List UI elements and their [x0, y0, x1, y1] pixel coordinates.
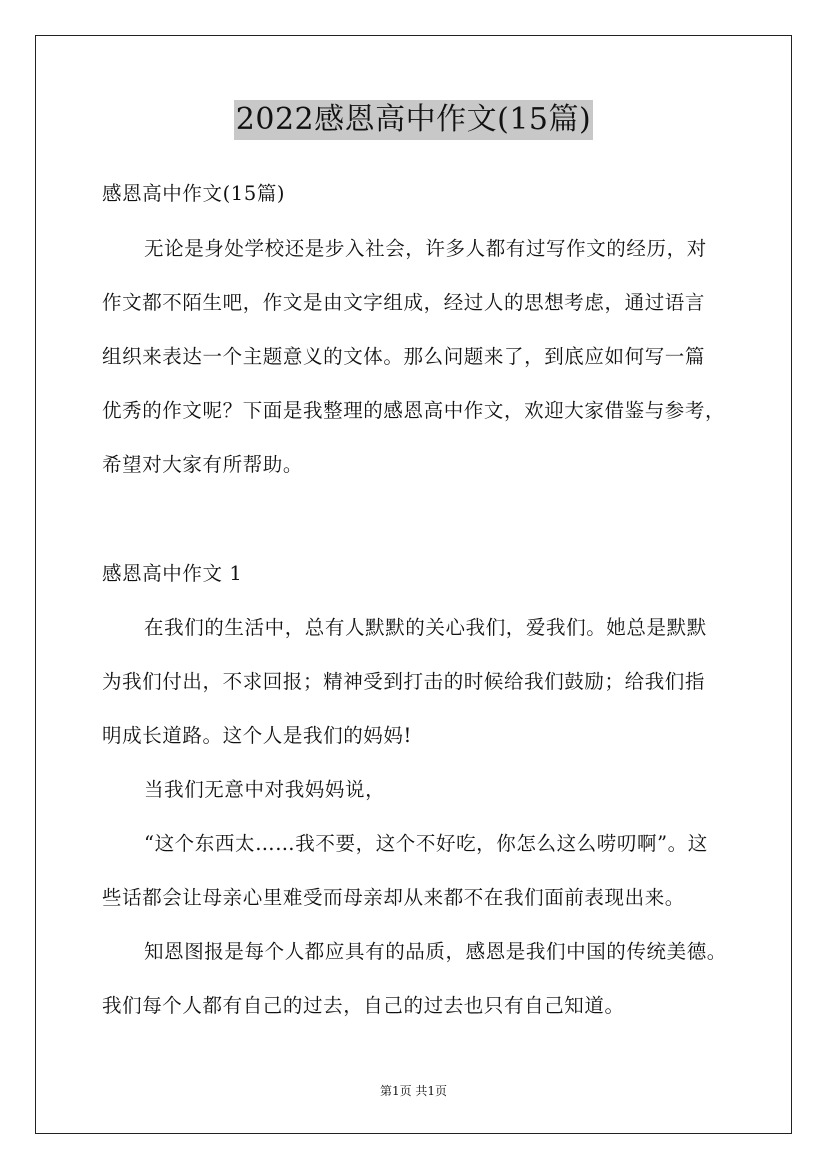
body-line-1: 在我们的生活中，总有人默默的关心我们，爱我们。她总是默默: [144, 616, 707, 639]
intro-line-3: 组织来表达一个主题意义的文体。那么问题来了，到底应如何写一篇: [102, 345, 706, 368]
body-line-7: 知恩图报是每个人都应具有的品质，感恩是我们中国的传统美德。: [144, 940, 727, 963]
body-line-8: 我们每个人都有自己的过去，自己的过去也只有自己知道。: [102, 994, 625, 1017]
body-line-4: 当我们无意中对我妈妈说，: [144, 778, 386, 801]
section-heading: 感恩高中作文 1: [102, 562, 243, 585]
document-title: 2022感恩高中作文(15篇): [234, 100, 593, 140]
body-line-2: 为我们付出，不求回报；精神受到打击的时候给我们鼓励；给我们指: [102, 670, 706, 693]
body-line-3: 明成长道路。这个人是我们的妈妈!: [102, 724, 412, 747]
body-line-6: 些话都会让母亲心里难受而母亲却从来都不在我们面前表现出来。: [102, 886, 685, 909]
intro-line-1: 无论是身处学校还是步入社会，许多人都有过写作文的经历，对: [144, 237, 707, 260]
intro-line-2: 作文都不陌生吧，作文是由文字组成，经过人的思想考虑，通过语言: [102, 291, 706, 314]
page-footer: 第1页 共1页: [379, 1084, 448, 1098]
document-heading: 感恩高中作文(15篇): [102, 182, 286, 205]
intro-line-4: 优秀的作文呢？下面是我整理的感恩高中作文，欢迎大家借鉴与参考，: [102, 399, 726, 422]
title-container: [0, 100, 827, 140]
body-line-5: “这个东西太……我不要，这个不好吃，你怎么这么唠叨啊”。这: [144, 832, 708, 855]
intro-line-5: 希望对大家有所帮助。: [102, 453, 304, 476]
